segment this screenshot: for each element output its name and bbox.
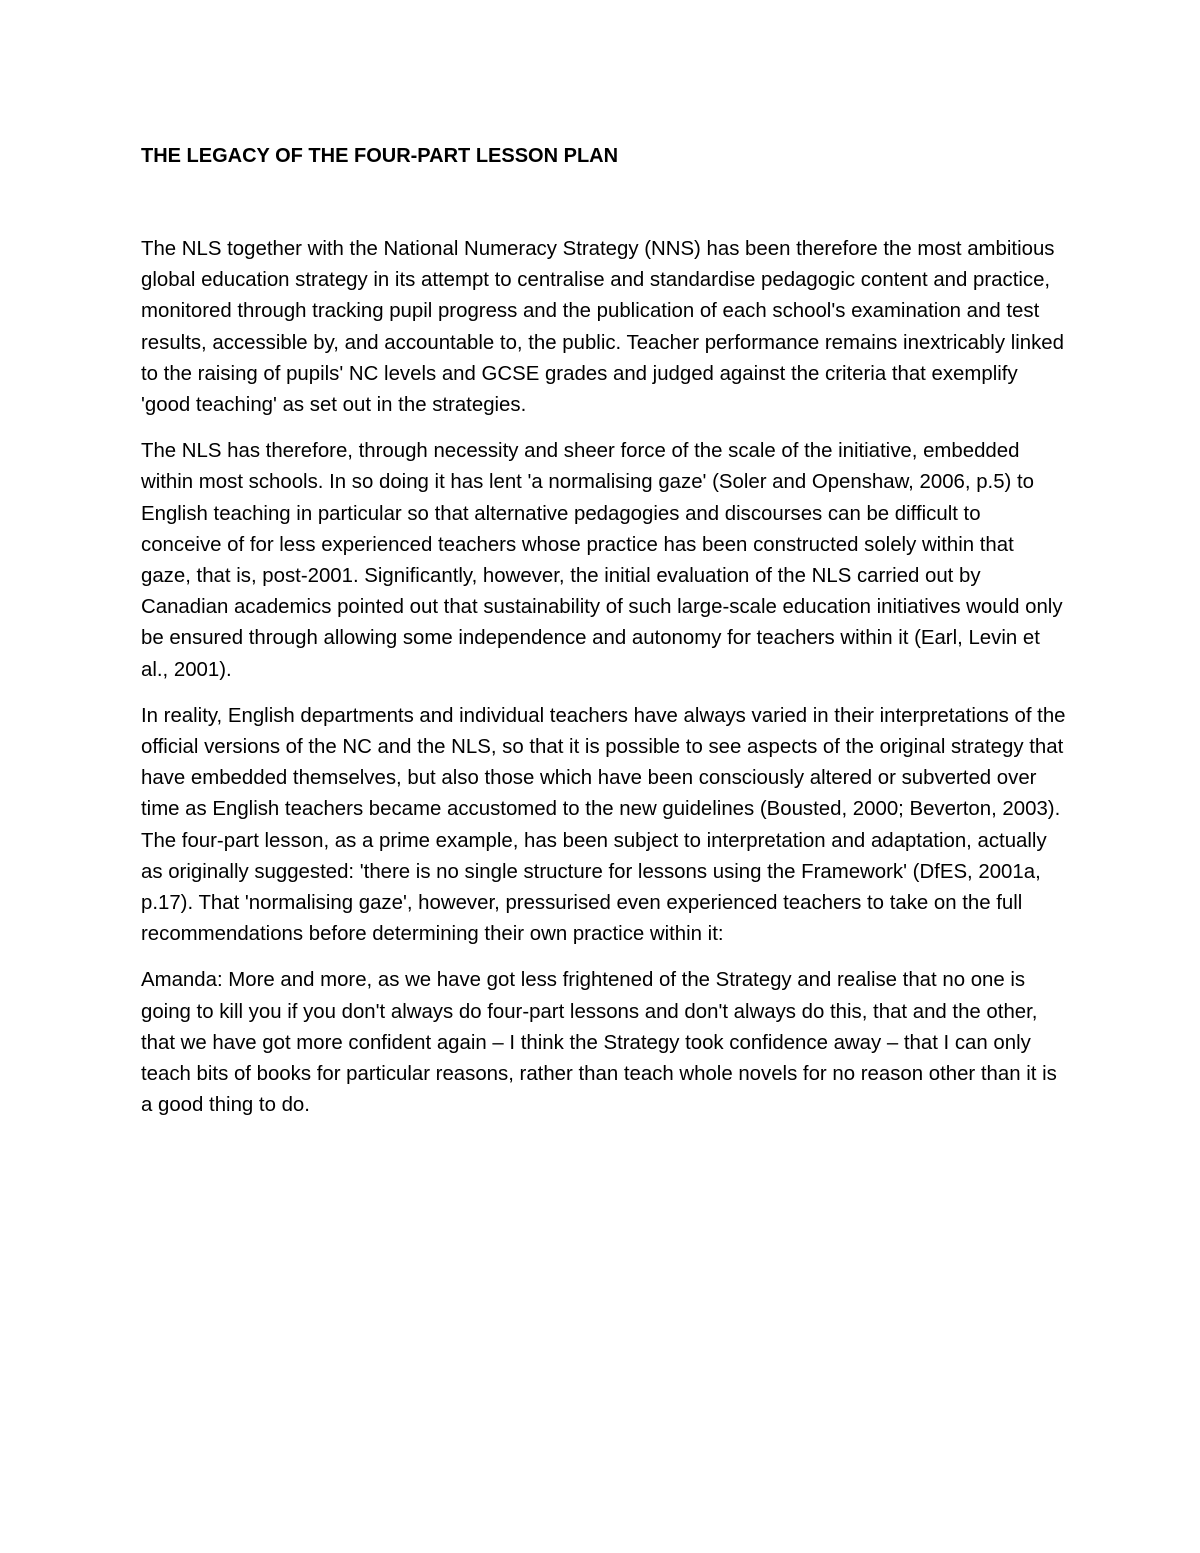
document-body	[141, 142, 1066, 1136]
paragraph-2: The NLS has therefore, through necessity and sheer force of the scale of the initiative, embedded within most schools. In so doing it has lent 'a normalising gaze' (Soler and Openshaw, 2006, p.5) to English teaching in particular so that alternative pedagogies and discourses can be difficult to conceive of for less experienced teachers whose practice has been constructed solely within that gaze, that is, post-2001. Significantly, however, the initial evaluation of the NLS carried out by Canadian academics pointed out that sustainability of such large-scale education initiatives would only be ensured through allowing some independence and autonomy for teachers within it (Earl, Levin et al., 2001).	[141, 440, 1063, 681]
document-title: THE LEGACY OF THE FOUR-PART LESSON PLAN	[141, 145, 619, 167]
paragraph-1: The NLS together with the National Numeracy Strategy (NNS) has been therefore the most ambitious global education strategy in its attempt to centralise and standardise pedagogic content and practice, monitored through tracking pupil progress and the publication of each school's examination and test results, accessible by, and accountable to, the public. Teacher performance remains inextricably linked to the raising of pupils' NC levels and GCSE grades and judged against the criteria that exemplify 'good teaching' as set out in the strategies.	[141, 238, 1064, 417]
paragraph-4-quote: Amanda: More and more, as we have got less frightened of the Strategy and realise that no one is going to kill you if you don't always do four-part lessons and don't always do this, that and the other, that we have got more confident again – I think the Strategy took confidence away – that I can only teach bits of books for particular reasons, rather than teach whole novels for no reason other than it is a good thing to do.	[141, 969, 1057, 1117]
paragraph-3: In reality, English departments and individual teachers have always varied in their interpretations of the official versions of the NC and the NLS, so that it is possible to see aspects of the original strategy that have embedded themselves, but also those which have been consciously altered or subverted over time as English teachers became accustomed to the new guidelines (Bousted, 2000; Beverton, 2003). The four-part lesson, as a prime example, has been subject to interpretation and adaptation, actually as originally suggested: 'there is no single structure for lessons using the Framework' (DfES, 2001a, p.17). That 'normalising gaze', however, pressurised even experienced teachers to take on the full recommendations before determining their own practice within it:	[141, 704, 1066, 946]
